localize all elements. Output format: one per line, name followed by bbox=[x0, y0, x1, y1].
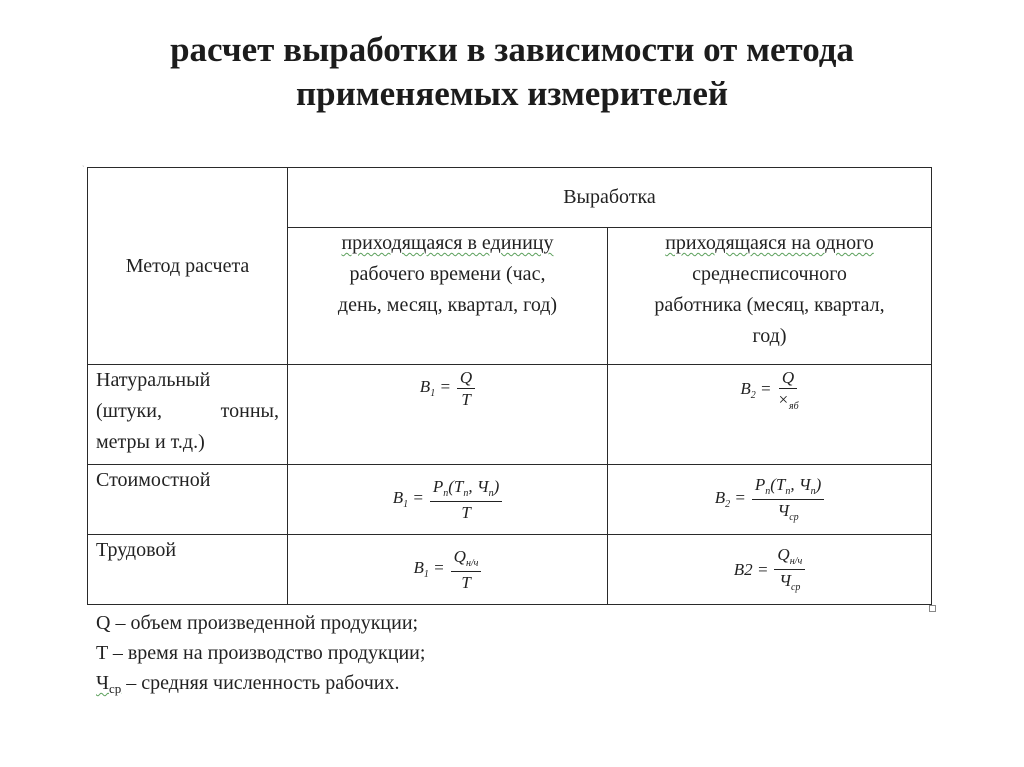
formula-b1-natural: $B_1$ = $\frac{Q}{T}$ bbox=[420, 369, 475, 408]
output-header: Выработка bbox=[563, 186, 656, 208]
method-cell-labor bbox=[88, 535, 288, 605]
legend-ch: $Ч_{ср}$ – средняя численность рабочих. bbox=[96, 672, 400, 696]
slide-title-line-2: применяемых измерителей bbox=[295, 74, 729, 113]
formula-natural-worker bbox=[608, 365, 932, 465]
per-worker-line-4: год) bbox=[752, 325, 787, 347]
per-worker-line-3: работника (месяц, квартал, bbox=[654, 294, 885, 316]
per-time-unit-line-2: рабочего времени (час, bbox=[349, 263, 546, 285]
formula-cost-worker bbox=[608, 465, 932, 535]
formula-b2-labor: B2 = $\frac{Q_{н/ч}}{Ч_{ср}}$ bbox=[734, 546, 805, 593]
legend-q: Q – объем произведенной продукции; bbox=[96, 612, 419, 634]
formula-labor-worker bbox=[608, 535, 932, 605]
method-natural-line-3: метры и т.д.) bbox=[96, 431, 205, 453]
per-time-unit-line-3: день, месяц, квартал, год) bbox=[337, 294, 558, 316]
table-resize-handle[interactable] bbox=[929, 605, 936, 612]
slide-title bbox=[0, 28, 1024, 116]
method-header-cell bbox=[88, 168, 288, 365]
slide-title-line-1: расчет выработки в зависимости от метода bbox=[170, 30, 854, 69]
per-worker-header bbox=[608, 228, 932, 365]
method-cell-natural bbox=[88, 365, 288, 465]
method-labor: Трудовой bbox=[96, 539, 177, 561]
per-worker-line-2: среднесписочного bbox=[692, 263, 847, 285]
object-anchor-icon: ˯ bbox=[82, 158, 85, 167]
output-header-cell bbox=[288, 168, 932, 228]
method-cost: Стоимостной bbox=[96, 469, 211, 491]
formula-cost-time bbox=[288, 465, 608, 535]
output-calculation-table bbox=[87, 167, 932, 605]
legend-t: T – время на производство продукции; bbox=[96, 642, 426, 664]
method-header: Метод расчета bbox=[125, 254, 250, 277]
per-time-unit-header bbox=[288, 228, 608, 365]
formula-b1-cost: $B_1$ = $\frac{P_n(T_n, Ч_n)}{T}$ bbox=[393, 478, 503, 521]
formula-labor-time bbox=[288, 535, 608, 605]
formula-b1-labor: $B_1$ = $\frac{Q_{н/ч}}{T}$ bbox=[414, 548, 482, 591]
method-natural-line-1: Натуральный bbox=[96, 369, 211, 391]
method-cell-cost bbox=[88, 465, 288, 535]
per-time-unit-line-1: приходящаяся в единицу bbox=[341, 232, 554, 254]
legend bbox=[96, 608, 425, 704]
formula-b2-cost: $B_2$ = $\frac{P_n(T_n, Ч_n)}{Ч_{ср}}$ bbox=[715, 476, 825, 523]
per-worker-line-1: приходящаяся на одного bbox=[665, 232, 874, 254]
method-natural-line-2: (штуки, тонны, bbox=[96, 400, 279, 422]
formula-natural-time bbox=[288, 365, 608, 465]
formula-b2-natural: $B_2$ = $\frac{Q}{\times_{яб}}$ bbox=[740, 368, 799, 412]
